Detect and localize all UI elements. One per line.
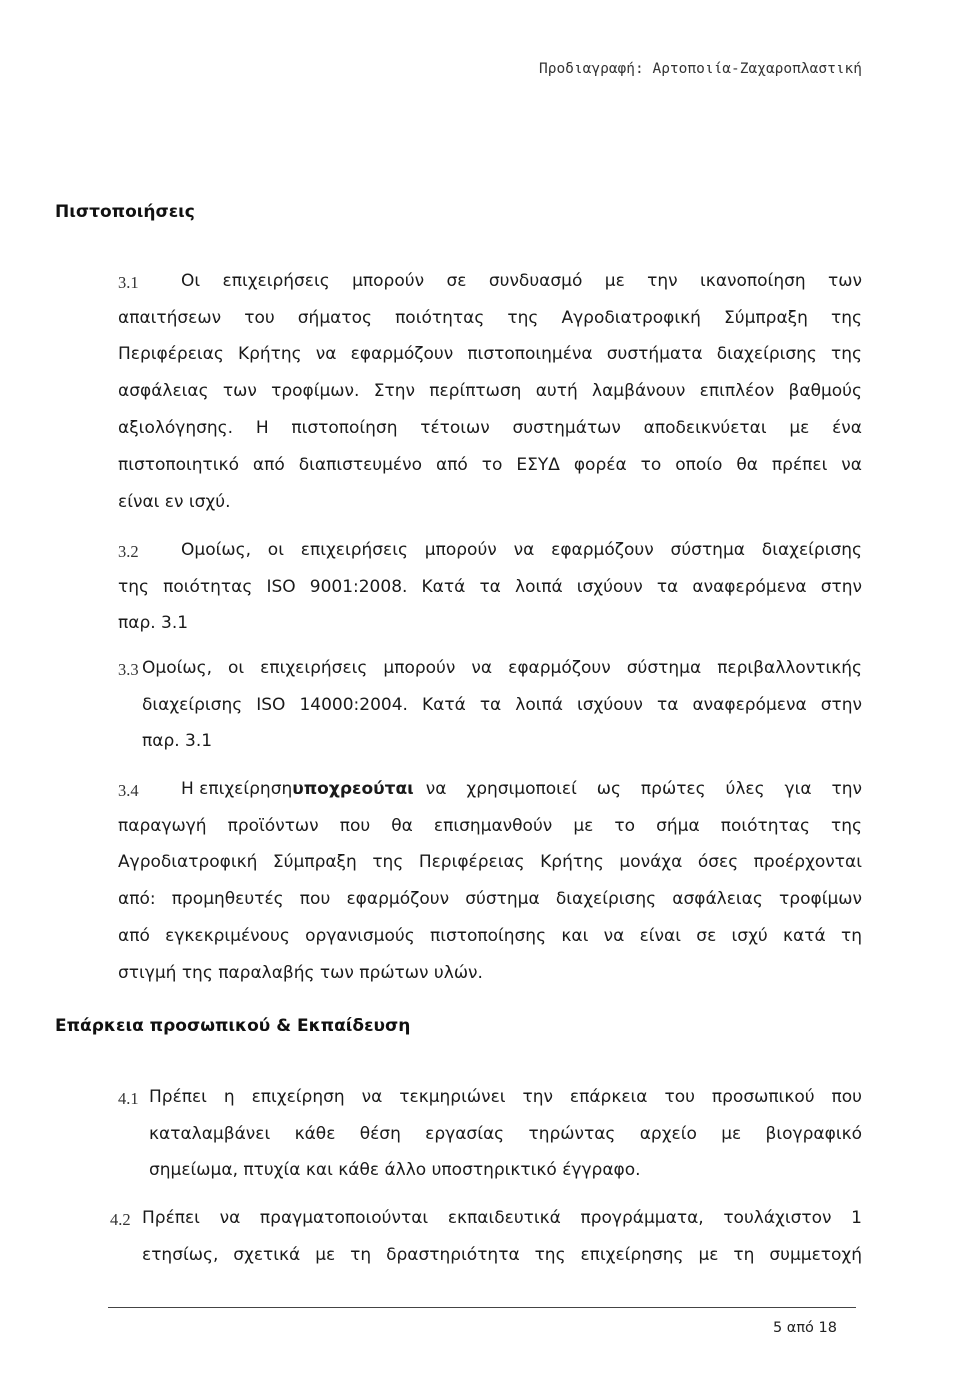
item-number: 4.1: [118, 1089, 139, 1108]
paragraph-line: παρ. 3.1: [118, 613, 189, 633]
paragraph-line: Περιφέρειας Κρήτης να εφαρμόζουν πιστοποιημένα συστήματα διαχείρισης της: [118, 344, 862, 364]
paragraph-line: στιγμή της παραλαβής των πρώτων υλών.: [118, 963, 483, 983]
paragraph-line: ετησίως, σχετικά με τη δραστηριότητα της επιχείρησης με τη συμμετοχή: [142, 1245, 862, 1265]
paragraph-line: αξιολόγησης. Η πιστοποίηση τέτοιων συστημάτων αποδεικνύεται με ένα: [118, 418, 862, 438]
paragraph-line: της ποιότητας ISO 9001:2008. Κατά τα λοιπά ισχύουν τα αναφερόμενα στην: [118, 577, 862, 597]
item-number: 3.1: [118, 273, 139, 292]
paragraph-line: απαιτήσεων του σήματος ποιότητας της Αγροδιατροφική Σύμπραξη της: [118, 308, 862, 328]
emphasis-text: υποχρεούται: [292, 779, 414, 799]
page-number: 5 από 18: [772, 1320, 837, 1336]
item-number: 3.4: [118, 781, 139, 800]
paragraph-line: ασφάλειας των τροφίμων. Στην περίπτωση αυτή λαμβάνουν επιπλέον βαθμούς: [118, 381, 862, 401]
paragraph-line: καταλαμβάνει κάθε θέση εργασίας τηρώντας αρχείο με βιογραφικό: [149, 1124, 862, 1144]
section-heading-staff-training: Επάρκεια προσωπικού & Εκπαίδευση: [55, 1016, 411, 1036]
paragraph-line: πιστοποιητικό από διαπιστευμένο από το ΕΣΥΔ φορέα το οποίο θα πρέπει να: [118, 455, 862, 475]
item-number: 4.2: [110, 1210, 131, 1229]
paragraph-line: είναι εν ισχύ.: [118, 492, 231, 512]
paragraph-line: Πρέπει η επιχείρηση να τεκμηριώνει την επάρκεια του προσωπικού που: [149, 1087, 862, 1107]
item-number: 3.3: [118, 660, 139, 679]
paragraph-line: Πρέπει να πραγματοποιούνται εκπαιδευτικά προγράμματα, τουλάχιστον 1: [142, 1208, 862, 1228]
paragraph-line: Οι επιχειρήσεις μπορούν σε συνδυασμό με την ικανοποίηση των: [181, 271, 862, 291]
paragraph-line: σημείωμα, πτυχία και κάθε άλλο υποστηρικτικό έγγραφο.: [149, 1160, 641, 1180]
paragraph-line: από: προμηθευτές που εφαρμόζουν σύστημα διαχείρισης ασφάλειας τροφίμων: [118, 889, 862, 909]
section-heading-certifications: Πιστοποιήσεις: [55, 202, 195, 222]
paragraph-line: παρ. 3.1: [142, 731, 213, 751]
paragraph-line: διαχείρισης ISO 14000:2004. Κατά τα λοιπά ισχύουν τα αναφερόμενα στην: [142, 695, 862, 715]
paragraph-line: Ομοίως, οι επιχειρήσεις μπορούν να εφαρμόζουν σύστημα περιβαλλοντικής: [142, 658, 862, 678]
running-header: Προδιαγραφή: Αρτοποιία-Ζαχαροπλαστική: [538, 61, 862, 77]
paragraph-line: Αγροδιατροφική Σύμπραξη της Περιφέρειας Κρήτης μονάχα όσες προέρχονται: [118, 852, 862, 872]
paragraph-text: Η επιχείρηση: [181, 779, 293, 799]
item-number: 3.2: [118, 542, 139, 561]
paragraph-line: παραγωγή προϊόντων που θα επισημανθούν με το σήμα ποιότητας της: [118, 816, 862, 836]
footer-divider: [108, 1307, 856, 1308]
paragraph-line: Ομοίως, οι επιχειρήσεις μπορούν να εφαρμόζουν σύστημα διαχείρισης: [181, 540, 862, 560]
paragraph-line: από εγκεκριμένους οργανισμούς πιστοποίησης και να είναι σε ισχύ κατά τη: [118, 926, 862, 946]
paragraph-text: να χρησιμοποιεί ως πρώτες ύλες για την: [425, 779, 862, 799]
